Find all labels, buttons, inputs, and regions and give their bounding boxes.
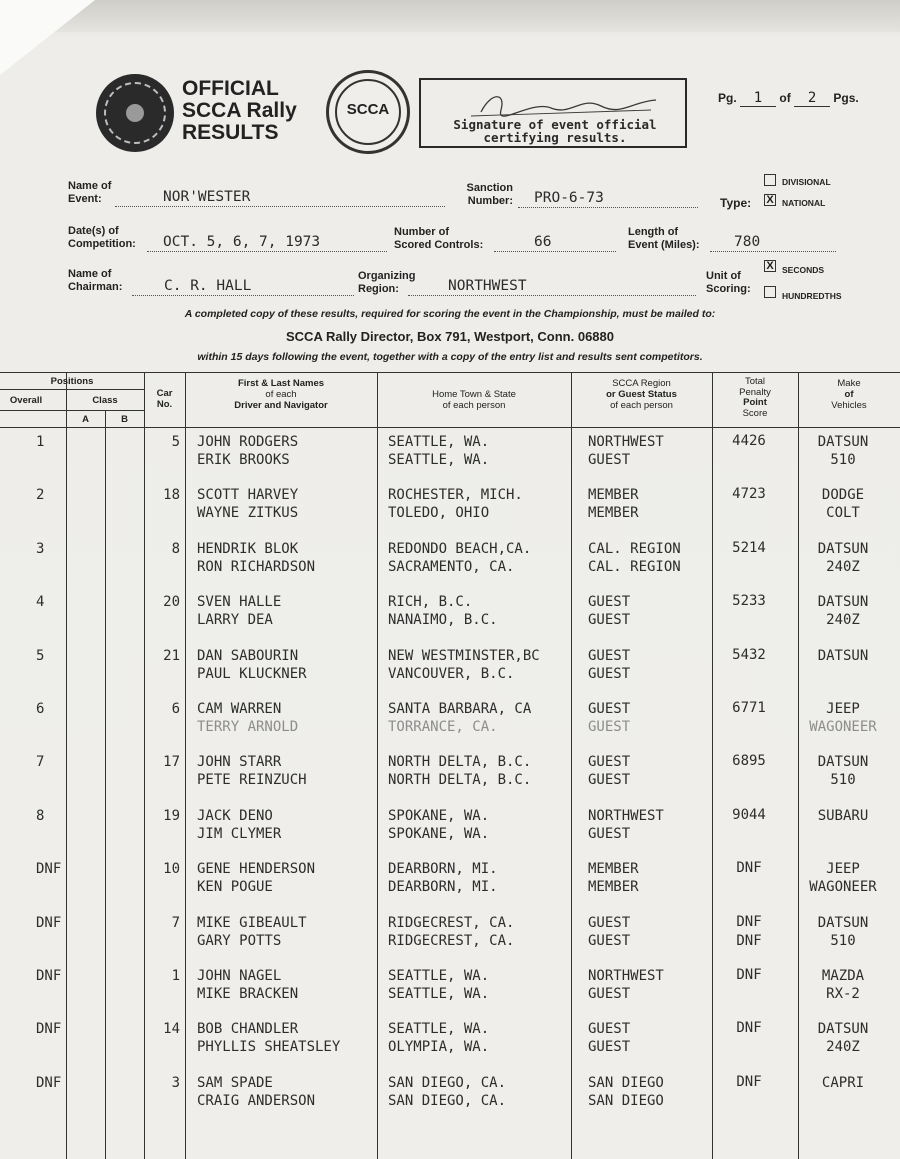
vehicle-make: DATSUN xyxy=(817,647,869,664)
car-number: 21 xyxy=(163,647,180,664)
navigator-hometown: TOLEDO, OHIO xyxy=(388,505,490,522)
event-name-label: Name of Event: xyxy=(68,180,112,205)
driver-name: SAM SPADE xyxy=(197,1074,273,1091)
overall-position: 2 xyxy=(36,487,45,504)
overall-position: DNF xyxy=(36,914,62,931)
car-number: 8 xyxy=(171,540,180,557)
navigator-name: CRAIG ANDERSON xyxy=(197,1092,316,1109)
navigator-name: WAYNE ZITKUS xyxy=(197,505,299,522)
overall-position: DNF xyxy=(36,1074,62,1091)
driver-name: JOHN NAGEL xyxy=(197,968,282,984)
penalty-score: 4426 xyxy=(732,433,766,449)
vehicle-make: SUBARU xyxy=(817,807,869,824)
vehicle-make: DATSUN xyxy=(817,754,869,771)
divisional-checkbox xyxy=(764,174,776,186)
driver-name: BOB CHANDLER xyxy=(197,1021,299,1038)
vehicle-make: MAZDA xyxy=(821,968,865,984)
navigator-region: GUEST xyxy=(588,452,631,468)
vehicle-model: 240Z xyxy=(826,1039,860,1056)
vehicle-make: DATSUN xyxy=(817,914,869,931)
scan-top-edge xyxy=(0,0,900,32)
national-label: NATIONAL xyxy=(782,198,826,208)
penalty-score: 4723 xyxy=(732,486,766,503)
header-class-b: B xyxy=(121,414,128,425)
driver-hometown: RICH, B.C. xyxy=(388,594,473,611)
divisional-label: DIVISIONAL xyxy=(782,177,831,187)
driver-name: GENE HENDERSON xyxy=(197,861,316,878)
driver-hometown: SEATTLE, WA. xyxy=(388,968,490,984)
navigator-name: PETE REINZUCH xyxy=(197,772,307,789)
hundredths-checkbox xyxy=(764,286,776,298)
overall-position: 5 xyxy=(36,647,45,664)
driver-name: JOHN STARR xyxy=(197,754,282,771)
navigator-region: GUEST xyxy=(588,719,631,735)
car-number: 19 xyxy=(163,807,180,824)
navigator-name: RON RICHARDSON xyxy=(197,558,316,575)
navigator-hometown: NORTH DELTA, B.C. xyxy=(388,772,532,789)
navigator-hometown: NANAIMO, B.C. xyxy=(388,612,498,629)
header-car-number: Car No. xyxy=(156,388,173,410)
vehicle-make: CAPRI xyxy=(821,1074,865,1091)
vehicle-make: DATSUN xyxy=(817,540,869,557)
national-checkbox: X xyxy=(764,194,776,206)
vehicle-model: RX-2 xyxy=(826,986,860,1002)
driver-hometown: NEW WESTMINSTER,BC xyxy=(388,647,540,664)
car-number: 20 xyxy=(163,594,180,611)
driver-name: JACK DENO xyxy=(197,807,273,824)
driver-region: GUEST xyxy=(588,914,631,931)
seconds-label: SECONDS xyxy=(782,265,825,275)
competition-dates-label: Date(s) of Competition: xyxy=(68,225,136,250)
vehicle-model: WAGONEER xyxy=(809,879,877,896)
navigator-hometown: SACRAMENTO, CA. xyxy=(388,558,515,575)
driver-hometown: SAN DIEGO, CA. xyxy=(388,1074,507,1091)
folded-corner xyxy=(0,0,95,75)
class-rule xyxy=(0,410,144,411)
car-number: 5 xyxy=(171,434,180,450)
event-length-field: 780 xyxy=(710,233,836,252)
penalty-score: DNF xyxy=(736,913,762,930)
penalty-score: 5432 xyxy=(732,646,766,663)
driver-region: MEMBER xyxy=(588,487,639,504)
vehicle-make: JEEP xyxy=(826,701,860,717)
navigator-hometown: SPOKANE, WA. xyxy=(388,825,490,842)
driver-name: DAN SABOURIN xyxy=(197,647,299,664)
header-bottom-rule xyxy=(0,427,900,428)
vehicle-model: COLT xyxy=(826,505,860,522)
driver-hometown: RIDGECREST, CA. xyxy=(388,914,515,931)
navigator-region: SAN DIEGO xyxy=(588,1092,664,1109)
vehicle-make: DATSUN xyxy=(817,1021,869,1038)
driver-region: GUEST xyxy=(588,701,631,717)
navigator-name: JIM CLYMER xyxy=(197,825,282,842)
signature-scribble xyxy=(461,90,661,118)
sanction-number-field: PRO-6-73 xyxy=(518,189,698,208)
header-make: Make of Vehicles xyxy=(831,378,867,411)
penalty-score: 6895 xyxy=(732,753,766,770)
driver-hometown: SEATTLE, WA. xyxy=(388,1021,490,1038)
scoring-unit-label: Unit of Scoring: xyxy=(706,270,751,295)
driver-hometown: SPOKANE, WA. xyxy=(388,807,490,824)
vehicle-make: DODGE xyxy=(821,487,865,504)
scca-rally-seal-logo: SCCA xyxy=(326,70,410,154)
car-number: 18 xyxy=(163,487,180,504)
organizing-region-field: NORTHWEST xyxy=(408,277,696,296)
header-positions: Positions xyxy=(50,376,94,387)
penalty-score-2: DNF xyxy=(736,932,762,949)
notice-mailing-address: SCCA Rally Director, Box 791, Westport, Conn. 06880 xyxy=(286,329,614,344)
navigator-hometown: SEATTLE, WA. xyxy=(388,986,490,1002)
driver-name: SVEN HALLE xyxy=(197,594,282,611)
driver-region: NORTHWEST xyxy=(588,968,664,984)
driver-name: SCOTT HARVEY xyxy=(197,487,299,504)
sanction-number-label: Sanction Number: xyxy=(466,182,513,207)
navigator-name: TERRY ARNOLD xyxy=(197,719,299,735)
driver-region: CAL. REGION xyxy=(588,540,681,557)
driver-name: HENDRIK BLOK xyxy=(197,540,299,557)
page-count: Pg. 1 of 2 Pgs. xyxy=(718,90,859,106)
overall-position: DNF xyxy=(36,861,62,878)
penalty-score: 5214 xyxy=(732,539,766,556)
driver-hometown: NORTH DELTA, B.C. xyxy=(388,754,532,771)
driver-name: MIKE GIBEAULT xyxy=(197,914,307,931)
overall-position: 3 xyxy=(36,540,45,557)
navigator-name: MIKE BRACKEN xyxy=(197,986,299,1002)
driver-hometown: DEARBORN, MI. xyxy=(388,861,498,878)
navigator-hometown: SAN DIEGO, CA. xyxy=(388,1092,507,1109)
scored-controls-field: 66 xyxy=(494,233,616,252)
notice-line-1: A completed copy of these results, required for scoring the event in the Championship, must be mailed to: xyxy=(184,308,716,320)
driver-region: SAN DIEGO xyxy=(588,1074,664,1091)
navigator-region: GUEST xyxy=(588,932,631,949)
vehicle-make: DATSUN xyxy=(817,594,869,611)
penalty-score: 5233 xyxy=(732,593,766,610)
driver-region: GUEST xyxy=(588,754,631,771)
header-names: First & Last Names of each Driver and Navigator xyxy=(234,378,328,411)
vehicle-make: DATSUN xyxy=(817,434,869,450)
navigator-hometown: OLYMPIA, WA. xyxy=(388,1039,490,1056)
vehicle-model: WAGONEER xyxy=(809,719,877,735)
car-number: 6 xyxy=(171,701,180,717)
car-number: 17 xyxy=(163,754,180,771)
penalty-score: 9044 xyxy=(732,806,766,823)
organizing-region-label: Organizing Region: xyxy=(358,270,416,295)
driver-region: GUEST xyxy=(588,647,631,664)
navigator-name: GARY POTTS xyxy=(197,932,282,949)
penalty-score: DNF xyxy=(736,967,762,983)
event-length-label: Length of Event (Miles): xyxy=(628,226,700,251)
header-hometown: Home Town & State of each person xyxy=(432,389,516,411)
driver-region: GUEST xyxy=(588,594,631,611)
navigator-hometown: TORRANCE, CA. xyxy=(388,719,498,735)
penalty-score: DNF xyxy=(736,1020,762,1037)
penalty-score: DNF xyxy=(736,1073,762,1090)
type-label: Type: xyxy=(720,196,752,210)
chairman-field: C. R. HALL xyxy=(132,277,354,296)
chairman-label: Name of Chairman: xyxy=(68,268,123,293)
car-number: 10 xyxy=(163,861,180,878)
notice-line-3: within 15 days following the event, together with a copy of the entry list and results sent competitors. xyxy=(197,351,703,363)
header-overall: Overall xyxy=(9,395,43,406)
signature-caption: Signature of event official certifying results. xyxy=(453,117,657,145)
driver-hometown: ROCHESTER, MICH. xyxy=(388,487,523,504)
header-class: Class xyxy=(92,395,118,406)
scored-controls-label: Number of Scored Controls: xyxy=(394,226,484,251)
navigator-region: MEMBER xyxy=(588,879,639,896)
driver-name: CAM WARREN xyxy=(197,701,282,717)
navigator-region: GUEST xyxy=(588,772,631,789)
navigator-name: PAUL KLUCKNER xyxy=(197,665,307,682)
driver-region: MEMBER xyxy=(588,861,639,878)
overall-position: 6 xyxy=(36,701,45,717)
header-region: SCCA Region or Guest Status of each person xyxy=(606,378,677,411)
page-number: 1 xyxy=(740,90,776,107)
driver-name: JOHN RODGERS xyxy=(197,434,299,450)
car-number: 1 xyxy=(171,968,180,984)
vehicle-model: 510 xyxy=(830,452,856,468)
navigator-region: GUEST xyxy=(588,665,631,682)
overall-position: 7 xyxy=(36,754,45,771)
car-number: 7 xyxy=(171,914,180,931)
hundredths-label: HUNDREDTHS xyxy=(782,291,842,301)
navigator-hometown: SEATTLE, WA. xyxy=(388,452,490,468)
overall-position: 4 xyxy=(36,594,45,611)
positions-rule xyxy=(0,389,144,390)
navigator-region: GUEST xyxy=(588,612,631,629)
seconds-checkbox: X xyxy=(764,260,776,272)
car-number: 3 xyxy=(171,1074,180,1091)
vehicle-model: 240Z xyxy=(826,612,860,629)
penalty-score: DNF xyxy=(736,860,762,877)
driver-hometown: REDONDO BEACH,CA. xyxy=(388,540,532,557)
car-number: 14 xyxy=(163,1021,180,1038)
driver-hometown: SANTA BARBARA, CA xyxy=(388,701,532,717)
navigator-name: LARRY DEA xyxy=(197,612,273,629)
overall-position: DNF xyxy=(36,1021,62,1038)
competition-dates-field: OCT. 5, 6, 7, 1973 xyxy=(147,233,387,252)
navigator-region: GUEST xyxy=(588,825,631,842)
vehicle-model: 240Z xyxy=(826,558,860,575)
navigator-region: GUEST xyxy=(588,986,631,1002)
vehicle-model: 510 xyxy=(830,932,856,949)
navigator-hometown: DEARBORN, MI. xyxy=(388,879,498,896)
driver-region: NORTHWEST xyxy=(588,807,664,824)
header-class-a: A xyxy=(82,414,89,425)
page-total: 2 xyxy=(794,90,830,107)
driver-region: NORTHWEST xyxy=(588,434,664,450)
club-seal-logo xyxy=(96,74,174,152)
navigator-name: PHYLLIS SHEATSLEY xyxy=(197,1039,341,1056)
overall-position: 8 xyxy=(36,807,45,824)
overall-position: DNF xyxy=(36,968,62,984)
navigator-region: GUEST xyxy=(588,1039,631,1056)
navigator-name: ERIK BROOKS xyxy=(197,452,290,468)
vehicle-make: JEEP xyxy=(826,861,860,878)
navigator-hometown: RIDGECREST, CA. xyxy=(388,932,515,949)
driver-hometown: SEATTLE, WA. xyxy=(388,434,490,450)
navigator-region: MEMBER xyxy=(588,505,639,522)
penalty-score: 6771 xyxy=(732,700,766,716)
signature-box xyxy=(419,78,687,148)
overall-position: 1 xyxy=(36,434,45,450)
header-penalty-score: Total Penalty Point Score xyxy=(739,376,771,419)
navigator-region: CAL. REGION xyxy=(588,558,681,575)
driver-region: GUEST xyxy=(588,1021,631,1038)
event-name-field: NOR'WESTER xyxy=(115,188,445,207)
table-top-rule xyxy=(0,372,900,373)
form-title: OFFICIAL SCCA Rally RESULTS xyxy=(182,77,297,144)
navigator-name: KEN POGUE xyxy=(197,879,273,896)
vehicle-model: 510 xyxy=(830,772,856,789)
navigator-hometown: VANCOUVER, B.C. xyxy=(388,665,515,682)
